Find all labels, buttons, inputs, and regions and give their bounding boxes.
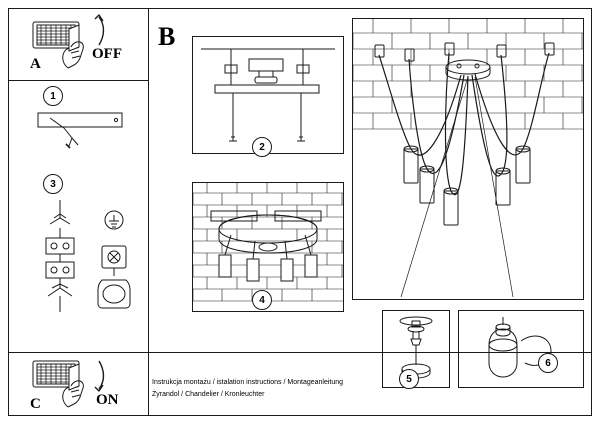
panel-a-letter: A [30, 56, 41, 72]
panel-product-drawing [353, 19, 583, 299]
panel-c-letter: C [30, 396, 41, 412]
switch-off-label: OFF [92, 46, 122, 62]
switch-on-label: ON [96, 392, 119, 408]
caption-line-1: Instrukcja montażu / istalation instructions / Montageanleitung [152, 379, 344, 386]
divider-vertical-left [148, 8, 149, 416]
panel-step1 [30, 108, 140, 158]
step-number-1: 1 [43, 86, 63, 106]
mounting-bracket-drawing [193, 37, 343, 153]
divider-horizontal-a [8, 80, 148, 81]
step-number-4: 4 [252, 290, 272, 310]
panel-step6-drawing [459, 311, 583, 387]
caption-line-2: Żyrandol / Chandelier / Kronleuchter [152, 391, 265, 398]
section-letter-b: B [158, 22, 176, 51]
panel-step3 [24, 198, 148, 344]
terminal-block-drawing [24, 198, 148, 344]
step-number-6: 6 [538, 353, 558, 373]
chandelier-assembled-drawing [353, 19, 583, 299]
ceiling-wires-drawing [30, 108, 140, 158]
step-number-3: 3 [43, 174, 63, 194]
panel-step2-drawing [193, 37, 343, 153]
step-number-2: 2 [252, 137, 272, 157]
step-number-5: 5 [399, 369, 419, 389]
shade-assembly-detail-drawing [459, 311, 583, 387]
